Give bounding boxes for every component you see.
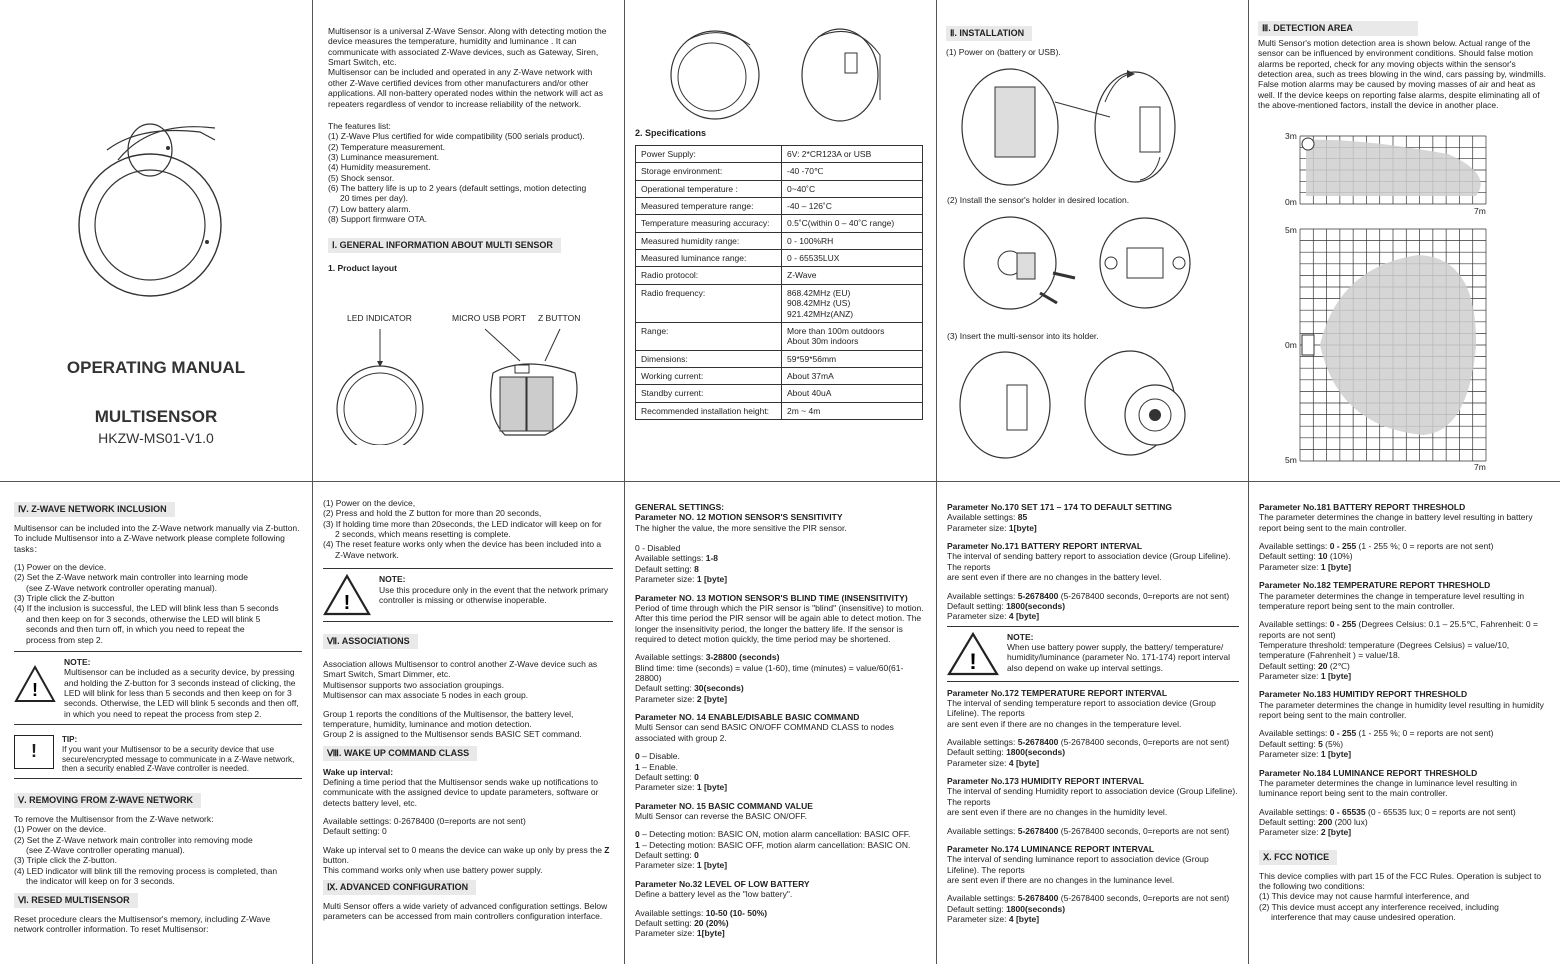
graph2-bottom-label: 5m [1285,455,1297,465]
param-12-disabled: 0 - Disabled [635,543,681,554]
note-text: When use battery power supply, the battery/ temperature/ humidity/luminance (parameter No. 171-174) report interval also depend on wake up interval settings. [1007,641,1230,673]
param-173-title: Parameter No.173 HUMIDITY REPORT INTERVAL [947,776,1144,787]
param-32-size: Parameter size: 1[byte] [635,928,725,939]
param-171-text2: are sent even if there are no changes in the battery level. [947,572,1162,583]
spec-value: -40 – 126˚C [782,198,923,215]
param-172-default: Default setting: 1800(seconds) [947,747,1066,758]
param-12-blank [635,533,927,543]
spec-label: Radio protocol: [636,267,782,284]
note-label: NOTE: [64,656,91,667]
note-text: Multisensor can be included as a security device, by pressing and holding the Z-button for 3 seconds instead of clicking, the LED will blink for less than 5 seconds and then keep on for 3 seconds. Otherwise, the LED will blink 5 seconds and then off, in which you need to repeat the process from step 2. [64,667,299,719]
advanced-text: Multi Sensor offers a wide variety of advanced configuration settings. Below parameters can be accessed from main controllers configuration interface. [323,900,608,922]
spec-label: Measured humidity range: [636,232,782,249]
param-181-available: Available settings: 0 - 255 (1 - 255 %; 0 = reports are not sent) [1259,541,1494,552]
param-12-size: Parameter size: 1 [byte] [635,574,728,585]
inclusion-step: (1) Power on the device. [14,562,107,573]
param-184-text: The parameter determines the change in luminance level resulting in luminance report being sent to the main controller. [1259,777,1517,799]
param-174-text: The interval of sending luminance report to association device (Group Lifeline). The reports [947,854,1209,875]
intro-paragraph-2: Multisensor can be included and operated in any Z-Wave network with other Z-Wave certified devices from other manufacturers and/or other applications. All non-battery operated nodes within the network will act as repeaters regardless of vendor to increase reliability of the network. [328,67,603,109]
install-step-3: (3) Insert the multi-sensor into its holder. [947,331,1099,341]
spec-row [636,180,923,197]
spec-value: -40 -70℃ [782,163,923,180]
assoc-p3: Multisensor can max associate 5 nodes in each group. [323,690,529,701]
reset-step: (1) Power on the device, [323,498,416,508]
reset-step: 2 seconds, which means resetting is complete. [335,529,511,540]
param-172-text2: are sent even if there are no changes in the temperature level. [947,718,1182,729]
param-172-size: Parameter size: 4 [byte] [947,757,1040,768]
param-171-default: Default setting: 1800(seconds) [947,600,1066,611]
note-text: Use this procedure only in the event that the network primary controller is missing or otherwise inoperable. [379,584,609,605]
wakeup-p4: Wake up interval set to 0 means the device can wake up only by press the Z button. [323,844,610,866]
removing-step: (4) LED indicator will blink till the removing process is completed, than [14,865,278,876]
spec-row [636,350,923,367]
inclusion-title: Ⅳ. Z-WAVE NETWORK INCLUSION [14,502,175,517]
spec-row [636,368,923,385]
graph1-bottom-label: 0m [1285,197,1297,207]
param-172-available: Available settings: 5-2678400 (5-2678400 seconds, 0=reports are not sent) [947,737,1230,748]
spec-row [636,198,923,215]
param-14-text: Multi Sensor can send BASIC ON/OFF COMMAND CLASS to nodes associated with group 2. [635,722,894,743]
param-14-title: Parameter NO. 14 ENABLE/DISABLE BASIC COMMAND [635,712,860,723]
manual-title: OPERATING MANUAL [66,358,246,377]
usb-port-label: MICRO USB PORT [452,313,526,323]
threshold-panel [1259,502,1549,960]
param-14-option: 0 – Disable. [635,751,680,762]
feature-item: (6) The battery life is up to 2 years (default settings, motion detecting [328,183,587,194]
param-182-available: Available settings: 0 - 255 (Degrees Celsius: 0.1 – 25.5℃, Fahrenheit: 0 = reports are not sent) [1259,619,1538,640]
holder-install-illustration [955,208,1195,323]
param-184-size: Parameter size: 2 [byte] [1259,827,1352,838]
led-indicator-label: LED INDICATOR [347,313,412,323]
detection-area-title: Ⅲ. DETECTION AREA [1258,21,1418,36]
spec-row [636,232,923,249]
svg-text:!: ! [32,679,38,700]
param-13-text: Period of time through which the PIR sensor is "blind" (insensitive) to motion. After this time period the PIR sensor will be again able to detect motion. The longer the insensitivity period, the longer the battery life. If the sensor is required to detect motion quickly, the time period may be shortened. [635,602,924,644]
param-183-default: Default setting: 5 (5%) [1259,738,1344,749]
svg-text:!: ! [969,648,977,674]
spec-row [636,322,923,350]
note-label: NOTE: [1007,631,1034,642]
inclusion-step: (4) If the inclusion is successful, the LED will blink less than 5 seconds [14,603,279,614]
param-14-option: 1 – Enable. [635,761,679,772]
tip-text: If you want your Multisensor to be a security device that use secure/encrypted message to communicate in a Z-Wave network, then a security enabled Z-Wave controller is needed. [62,744,295,774]
product-layout-diagram [325,325,605,445]
param-171-available: Available settings: 5-2678400 (5-2678400 seconds, 0=reports are not sent) [947,590,1230,601]
param-170-title: Parameter No.170 SET 171 – 174 TO DEFAULT SETTING [947,502,1173,512]
tip-label: TIP: [62,735,78,745]
graph2-top-label: 5m [1285,225,1297,235]
param-182-extra: Temperature threshold: temperature (Degrees Celsius) = value/10, temperature (Fahrenheit ) = value/18. [1259,639,1510,661]
param-174-text2: are sent even if there are no changes in the luminance level. [947,874,1175,885]
inclusion-p2: To include Multisensor into a Z-Wave network please complete following tasks： [14,533,285,554]
spec-label: Radio frequency: [636,284,782,322]
spec-value: 0 - 100%RH [782,232,923,249]
param-32-available: Available settings: 10-50 (10- 50%) [635,907,768,918]
spec-value: About 40uA [782,385,923,402]
removing-title: Ⅴ. REMOVING FROM Z-WAVE NETWORK [14,793,201,808]
spec-row [636,402,923,419]
wakeup-p1: Defining a time period that the Multisensor sends wake up notifications to communicate with the assigned device to update parameters, software or detects battery level, etc. [323,776,599,808]
reset-step: Z-Wave network. [335,549,399,560]
param-13-size: Parameter size: 2 [byte] [635,693,728,704]
info-box-icon: ! [14,735,54,769]
param-13-blind: Blind time: time (seconds) = value (1-60), time (minutes) = value/60(61-28800) [635,662,904,684]
wakeup-p2: Available settings: 0-2678400 (0=reports are not sent) [323,816,526,827]
param-174-default: Default setting: 1800(seconds) [947,903,1066,914]
param-173-available: Available settings: 5-2678400 (5-2678400 seconds, 0=reports are not sent) [947,825,1230,836]
warning-icon [947,632,999,676]
inclusion-note [14,651,302,725]
param-32-text: Define a battery level as the "low battery". [635,889,793,900]
assoc-p1: Association allows Multisensor to control another Z-Wave device such as Smart Switch, Smart Dimmer, etc. [323,659,598,680]
section-general-info: Ⅰ. GENERAL INFORMATION ABOUT MULTI SENSOR [328,238,561,253]
wakeup-label: Wake up interval: [323,766,394,777]
param-181-title: Parameter No.181 BATTERY REPORT THRESHOLD [1259,502,1466,512]
param-182-default: Default setting: 20 (2℃) [1259,660,1350,671]
spec-label: Dimensions: [636,350,782,367]
param-183-text: The parameter determines the change in humidity level resulting in humidity report being sent to the main controller. [1259,699,1544,721]
advanced-title: Ⅸ. ADVANCED CONFIGURATION [323,880,476,895]
param-183-title: Parameter No.183 HUMITIDY REPORT THRESHOLD [1259,689,1468,700]
param-172-text: The interval of sending temperature report to association device (Group Lifeline). The reports [947,697,1216,719]
spec-label: Standby current: [636,385,782,402]
removing-step: (1) Power on the device. [14,824,107,835]
z-button-label: Z BUTTON [538,313,581,323]
reset-step: (2) Press and hold the Z button for more than 20 seconds, [323,508,542,519]
wakeup-title: Ⅷ. WAKE UP COMMAND CLASS [323,746,477,761]
spec-value: 2m ~ 4m [782,402,923,419]
spec-value: 6V: 2*CR123A or USB [782,145,923,162]
interval-note [947,626,1239,682]
param-15-title: Parameter NO. 15 BASIC COMMAND VALUE [635,800,813,811]
spec-value: About 37mA [782,368,923,385]
param-184-title: Parameter No.184 LUMINANCE REPORT THRESHOLD [1259,767,1478,778]
product-name: MULTISENSOR [94,407,218,426]
param-14-size: Parameter size: 1 [byte] [635,782,728,793]
associations-title: Ⅶ. ASSOCIATIONS [323,634,418,649]
reset-text: Reset procedure clears the Multisensor's memory, including Z-Wave network controller information. To reset Multisensor: [14,913,271,934]
param-32-title: Parameter No.32 LEVEL OF LOW BATTERY [635,878,810,889]
graph1-right-label: 7m [1474,206,1486,216]
intro-paragraph-1: Multisensor is a universal Z-Wave Sensor. Along with detecting motion the device measures the temperature, humidity and luminance . It can communicate with associated Z-Wave devices, such as Gateway, Siren, Smart Switch, etc. [328,26,607,68]
spec-value: 0~40˚C [782,180,923,197]
param-173-text: The interval of sending Humidity report to association device (Group Lifeline). The reports [947,786,1238,807]
param-182-text: The parameter determines the change in temperature level resulting in temperature report being sent to the main controller. [1259,590,1525,611]
wakeup-p3: Default setting: 0 [323,826,387,837]
spec-value: More than 100m outdoors About 30m indoors [782,322,923,350]
fcc-text-4: interference that may cause undesired operation. [1271,912,1456,923]
spec-row [636,250,923,267]
cover-panel [0,0,312,481]
feature-item: (1) Z-Wave Plus certified for wide compatibility (500 serials product). [328,131,585,142]
spec-label: Working current: [636,368,782,385]
param-184-available: Available settings: 0 - 65535 (0 - 65535 lux; 0 = reports are not sent) [1259,806,1516,817]
inclusion-step: and then keep on for 3 seconds, otherwise the LED will blink 5 [26,613,261,624]
inclusion-step: process from step 2. [26,634,104,645]
feature-item: (3) Luminance measurement. [328,151,440,162]
param-12-default: Default setting: 8 [635,563,699,574]
param-172-title: Parameter No.172 TEMPERATURE REPORT INTERVAL [947,687,1168,698]
spec-row [636,385,923,402]
inclusion-step: seconds and then turn off, in which you need to repeat the [26,624,245,635]
graph1-top-label: 3m [1285,131,1297,141]
feature-item: (7) Low battery alarm. [328,203,411,214]
reset-step: (3) If holding time more than 20seconds, the LED indicator will keep on for [323,518,602,529]
features-title: The features list: [328,120,391,131]
reset-step: (4) The reset feature works only when the device has been included into a [323,539,602,550]
detection-side-view-graph [1298,134,1498,216]
assoc-p4: Group 1 reports the conditions of the Multisensor, the battery level, temperature, humidity, luminance and motion detection. [323,708,574,729]
param-13-available: Available settings: 3-28800 (seconds) [635,652,780,663]
spec-value: 868.42MHz (EU) 908.42MHz (US) 921.42MHz(ANZ) [782,284,923,322]
assoc-p2: Multisensor supports two association groupings. [323,679,504,690]
sensor-views-illustration [640,15,920,133]
param-171-size: Parameter size: 4 [byte] [947,611,1040,622]
specifications-table [635,145,923,420]
removing-step: (see Z-Wave controller operating manual). [26,845,185,856]
spec-row [636,267,923,284]
detection-top-view-graph [1298,227,1498,467]
param-183-size: Parameter size: 1 [byte] [1259,749,1352,760]
general-settings-panel [635,502,927,960]
feature-item: 20 times per day). [340,193,409,204]
wakeup-p5: This command works only when use battery power supply. [323,865,543,876]
param-170-available: Available settings: 85 [947,512,1028,523]
general-settings-title: GENERAL SETTINGS: [635,502,725,512]
spec-row [636,163,923,180]
param-181-default: Default setting: 10 (10%) [1259,551,1353,562]
param-181-text: The parameter determines the change in battery level resulting in battery report being sent to the main controller. [1259,512,1533,533]
spec-label: Measured luminance range: [636,250,782,267]
param-15-text: Multi Sensor can reverse the BASIC ON/OFF. [635,810,807,821]
install-step-2: (2) Install the sensor's holder in desired location. [947,195,1130,205]
inclusion-panel [14,498,302,960]
spec-label: Storage environment: [636,163,782,180]
param-15-option: 1 – Detecting motion: BASIC OFF, motion alarm cancellation: BASIC ON. [635,839,911,850]
feature-item: (4) Humidity measurement. [328,162,431,173]
param-15-option: 0 – Detecting motion: BASIC ON, motion alarm cancellation: BASIC OFF. [635,829,911,840]
installation-title: Ⅱ. INSTALLATION [946,26,1032,41]
fcc-text-1: This device complies with part 15 of the FCC Rules. Operation is subject to the following two conditions: [1259,870,1542,892]
param-13-default: Default setting: 30(seconds) [635,683,744,694]
spec-label: Measured temperature range: [636,198,782,215]
graph2-right-label: 7m [1474,462,1486,472]
param-171-title: Parameter No.171 BATTERY REPORT INTERVAL [947,541,1143,552]
inclusion-p1: Multisensor can be included into the Z-Wave network manually via Z-button. [14,522,300,533]
inclusion-step: (3) Triple click the Z-button [14,593,115,604]
report-interval-panel [947,502,1239,960]
removing-step: the indicator will keep on for 3 seconds. [26,876,175,887]
spec-row [636,215,923,232]
install-step-1: (1) Power on (battery or USB). [946,46,1061,57]
param-184-default: Default setting: 200 (200 lux) [1259,816,1368,827]
inclusion-step: (2) Set the Z-Wave network main controller into learning mode [14,572,249,583]
param-15-size: Parameter size: 1 [byte] [635,860,728,871]
spec-value: 0.5˚C(within 0 – 40˚C range) [782,215,923,232]
spec-label: Recommended installation height: [636,402,782,419]
graph2-mid-label: 0m [1285,340,1297,350]
param-12-available: Available settings: 1-8 [635,553,719,564]
spec-value: 59*59*56mm [782,350,923,367]
removing-step: (2) Set the Z-Wave network main controller into removing mode [14,834,253,845]
sensor-device-illustration [0,0,312,330]
spec-row [636,145,923,162]
product-layout-title: 1. Product layout [328,263,397,274]
spec-label: Range: [636,322,782,350]
svg-text:!: ! [343,592,351,615]
spec-label: Operational temperature : [636,180,782,197]
detection-area-panel [1258,17,1548,137]
param-12-text: The higher the value, the more sensitive the PIR sensor. [635,522,847,533]
spec-label: Power Supply: [636,145,782,162]
param-32-default: Default setting: 20 (20%) [635,917,729,928]
param-14-default: Default setting: 0 [635,771,699,782]
removing-intro: To remove the Multisensor from the Z-Wave network: [14,814,214,825]
reset-associations-panel [323,498,613,960]
inclusion-step: (see Z-Wave network controller operating manual). [26,582,218,593]
feature-item: (5) Shock sensor. [328,172,395,183]
param-174-title: Parameter No.174 LUMINANCE REPORT INTERVAL [947,843,1155,854]
warning-icon [14,665,56,703]
param-174-available: Available settings: 5-2678400 (5-2678400 seconds, 0=reports are not sent) [947,893,1230,904]
param-13-title: Parameter NO. 13 MOTION SENSOR'S BLIND TIME (INSENSITIVITY) [635,592,908,603]
spec-value: 0 - 65535LUX [782,250,923,267]
note-label: NOTE: [379,574,406,585]
inclusion-tip [14,731,302,779]
param-170-size: Parameter size: 1[byte] [947,522,1037,533]
fcc-title: Ⅹ. FCC NOTICE [1259,850,1337,865]
reset-note [323,568,613,622]
param-15-default: Default setting: 0 [635,850,699,861]
model-number: HKZW-MS01-V1.0 [98,430,214,446]
specifications-title: 2. Specifications [635,128,707,138]
param-181-size: Parameter size: 1 [byte] [1259,561,1352,572]
sensor-insert-illustration [955,345,1195,465]
assoc-p5: Group 2 is assigned to the Multisensor sends BASIC SET command. [323,729,582,740]
spec-value: Z-Wave [782,267,923,284]
spec-label: Temperature measuring accuracy: [636,215,782,232]
specifications-panel [635,128,927,458]
param-183-available: Available settings: 0 - 255 (1 - 255 %; 0 = reports are not sent) [1259,728,1494,739]
param-182-size: Parameter size: 1 [byte] [1259,671,1352,682]
fcc-text-3: (2) This device must accept any interference received, including [1259,901,1499,912]
fcc-text-2: (1) This device may not cause harmful interference, and [1259,891,1470,902]
feature-item: (2) Temperature measurement. [328,141,446,152]
warning-icon [323,574,371,616]
param-173-text2: are sent even if there are no changes in the humidity level. [947,807,1168,818]
feature-item: (8) Support firmware OTA. [328,214,428,225]
removing-step: (3) Triple click the Z-button. [14,855,117,866]
spec-row [636,284,923,322]
param-182-title: Parameter No.182 TEMPERATURE REPORT THRESHOLD [1259,580,1491,591]
reset-title: Ⅵ. RESED MULTISENSOR [14,893,138,908]
param-12-title: Parameter NO. 12 MOTION SENSOR'S SENSITIVITY [635,512,843,523]
param-171-text: The interval of sending battery report to association device (Group Lifeline). The reports [947,551,1231,572]
battery-install-illustration [955,62,1185,192]
detection-area-text: Multi Sensor's motion detection area is shown below. Actual range of the sensor can be influenced by environment conditions. Should false motion alarms be reported, check for any moving objects within the sensor's detection area, such as trees blowing in the wind, cars passing by, windmills. False motion alarms may be caused by moving masses of air and heat as well. If the device keeps on reporting false alarms, despite eliminating all of the above-mentioned factors, install the device in another place. [1258,37,1547,111]
param-174-size: Parameter size: 4 [byte] [947,914,1040,925]
